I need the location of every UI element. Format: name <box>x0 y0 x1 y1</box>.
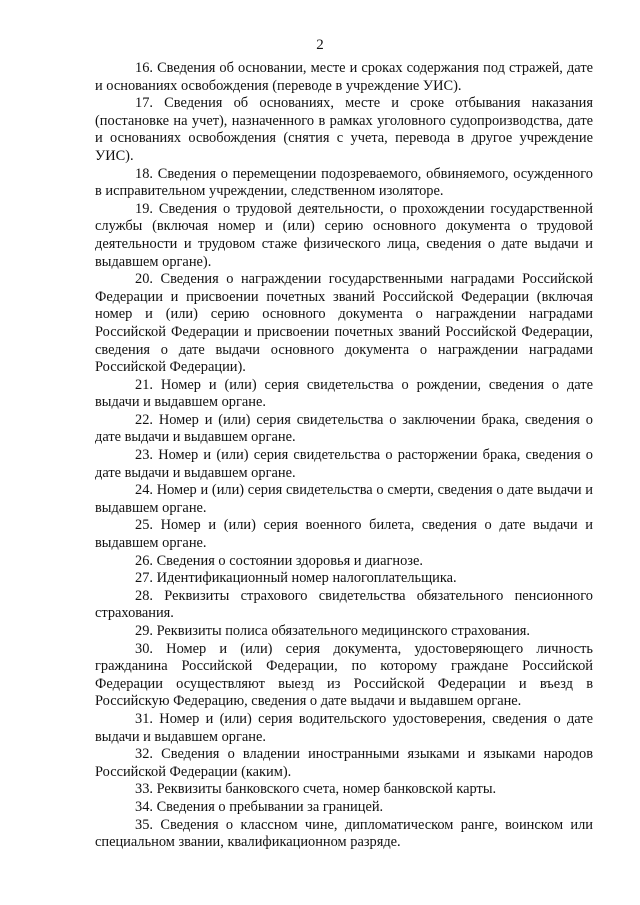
list-item: 25. Номер и (или) серия военного билета, сведения о дате выдачи и выдавшем органе. <box>95 517 593 552</box>
list-item: 16. Сведения об основании, месте и сроках содержания под стражей, дате и основаниях освобождения (переводе в учреждение УИС). <box>95 60 593 94</box>
list-item: 31. Номер и (или) серия водительского удостоверения, сведения о дате выдачи и выдавшем органе. <box>95 710 593 745</box>
list-item: 27. Идентификационный номер налогоплательщика. <box>135 570 457 587</box>
list-item: 17. Сведения об основаниях, месте и сроке отбывания наказания (постановке на учет), назначенного в рамках уголовного судопроизводства, дате и основаниях освобождения (снятия с учета, перевода в другое учреждение УИС). <box>95 95 593 164</box>
list-item: 29. Реквизиты полиса обязательного медицинского страхования. <box>135 623 530 639</box>
list-item: 26. Сведения о состоянии здоровья и диагнозе. <box>135 552 423 569</box>
list-item: 21. Номер и (или) серия свидетельства о рождении, сведения о дате выдачи и выдавшем органе. <box>95 376 593 411</box>
list-item: 20. Сведения о награждении государственными наградами Российской Федерации и присвоении почетных званий Российской Федерации (включая номер и (или) серию основного документа о награждении наградами Российской Федерации и присвоении почетных званий Российской Федерации, сведения о дате выдачи основного документа о награждении наградами Российской Федерации). <box>95 271 593 376</box>
list-item: 34. Сведения о пребывании за границей. <box>135 798 384 815</box>
list-item: 30. Номер и (или) серия документа, удостоверяющего личность гражданина Российской Федерации, по которому граждане Российской Федерации осуществляют выезд из Российской Федерации и въезд в Российскую Федерацию, сведения о дате выдачи и выдавшем органе. <box>95 640 593 710</box>
document-body <box>95 60 593 852</box>
page-number: 2 <box>316 37 324 53</box>
list-item: 32. Сведения о владении иностранными языками и языками народов Российской Федерации (каким). <box>95 746 593 780</box>
list-item: 28. Реквизиты страхового свидетельства обязательного пенсионного страхования. <box>95 587 593 622</box>
list-item: 35. Сведения о классном чине, дипломатическом ранге, воинском или специальном звании, квалификационном разряде. <box>95 816 593 851</box>
list-item: 19. Сведения о трудовой деятельности, о прохождении государственной службы (включая номер и (или) серию основного документа о трудовой деятельности и трудовом стаже физического лица, сведения о дате выдачи и выдавшем органе). <box>95 200 593 270</box>
list-item: 33. Реквизиты банковского счета, номер банковской карты. <box>135 781 497 798</box>
list-item: 18. Сведения о перемещении подозреваемого, обвиняемого, осужденного в исправительном учреждении, следственном изоляторе. <box>95 165 593 200</box>
list-item: 23. Номер и (или) серия свидетельства о расторжении брака, сведения о дате выдачи и выдавшем органе. <box>95 447 593 481</box>
list-item: 24. Номер и (или) серия свидетельства о смерти, сведения о дате выдачи и выдавшем органе. <box>95 482 593 516</box>
list-item: 22. Номер и (или) серия свидетельства о заключении брака, сведения о дате выдачи и выдавшем органе. <box>95 411 593 446</box>
